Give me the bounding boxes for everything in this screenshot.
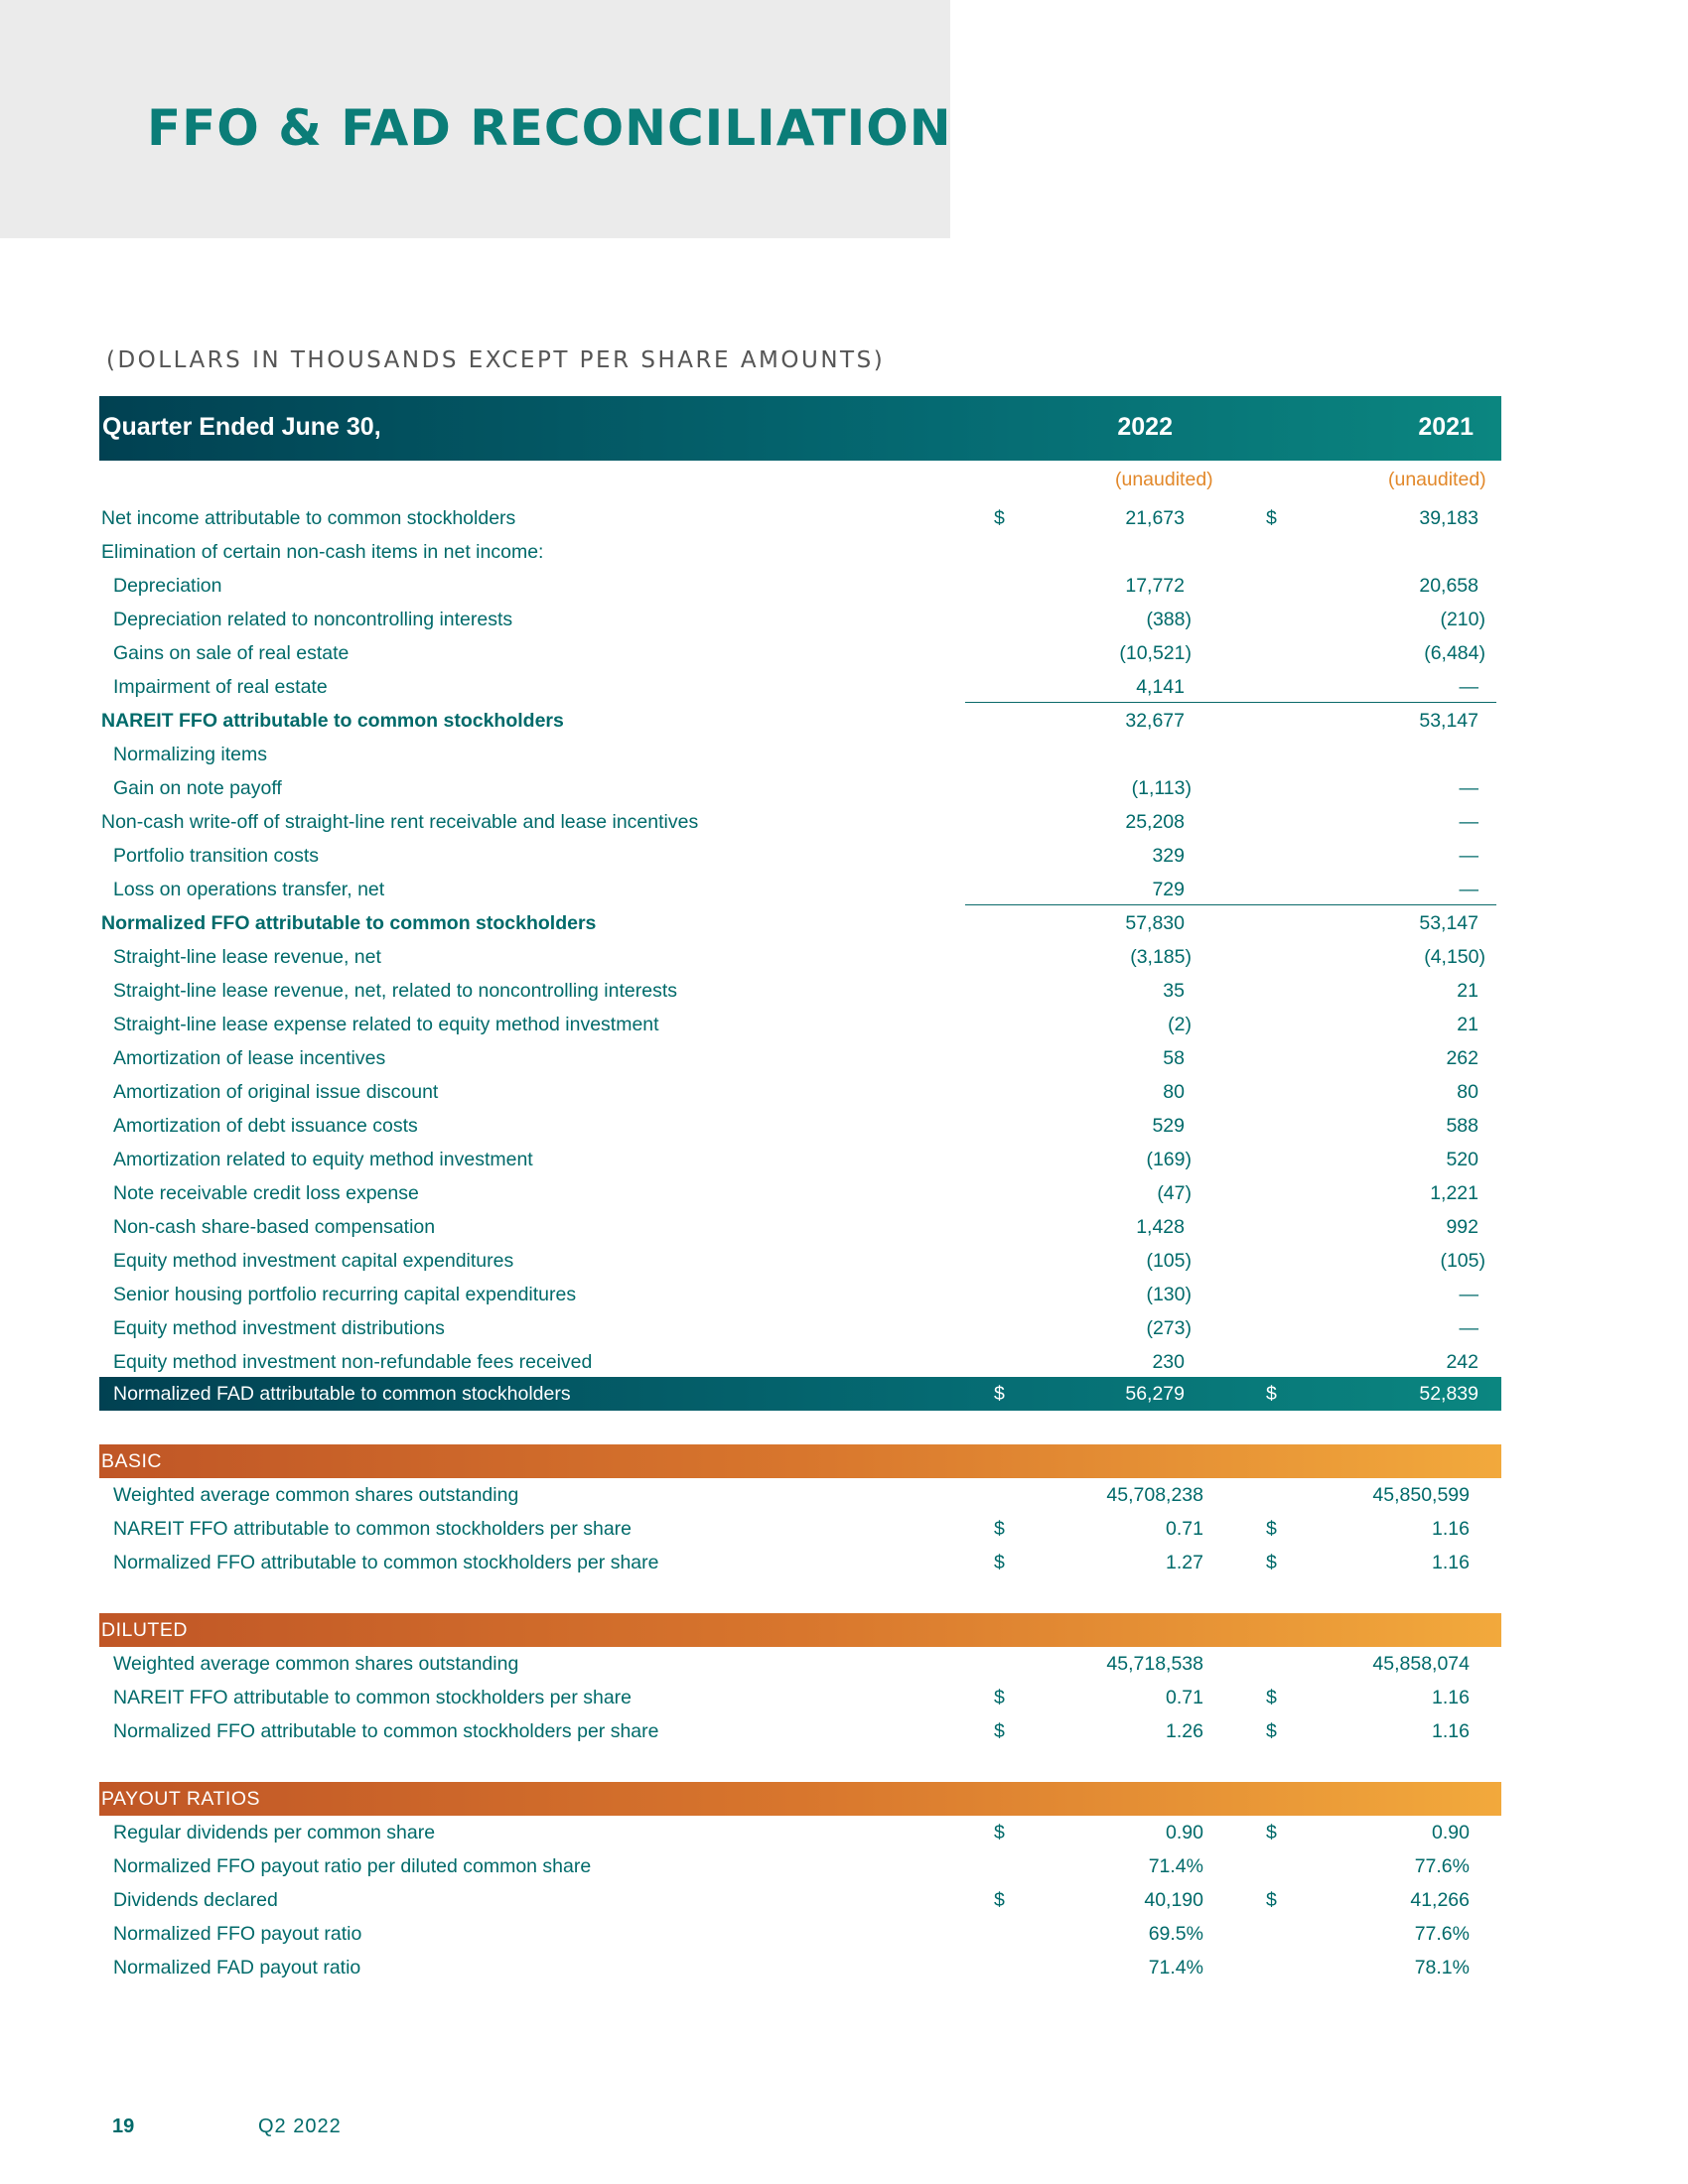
currency-symbol: $ xyxy=(1266,1518,1277,1540)
value-2022: 40,190 xyxy=(1144,1889,1203,1911)
currency-symbol: $ xyxy=(994,1720,1005,1742)
currency-symbol: $ xyxy=(1266,1383,1277,1405)
unaudited-label-2022: (unaudited) xyxy=(1115,469,1213,490)
value-2022: 529 xyxy=(1152,1115,1185,1137)
row-label: Amortization of debt issuance costs xyxy=(113,1115,418,1137)
row-label: Normalized FAD payout ratio xyxy=(113,1957,361,1979)
row-label: Non-cash write-off of straight-line rent receivable and lease incentives xyxy=(101,811,699,833)
value-2021: 80 xyxy=(1457,1081,1478,1103)
payout-ratios-section-header xyxy=(99,1782,1501,1816)
value-2021: (210) xyxy=(1440,609,1485,630)
table-row xyxy=(99,603,1501,636)
table-row xyxy=(99,1041,1501,1075)
value-2022: 1,428 xyxy=(1136,1216,1185,1238)
row-label: Equity method investment capital expenditures xyxy=(113,1250,514,1272)
table-row xyxy=(99,1816,1501,1849)
value-2022: 729 xyxy=(1152,879,1185,900)
value-2022: 0.71 xyxy=(1166,1518,1203,1540)
value-2022: (169) xyxy=(1146,1149,1192,1170)
row-label: Gain on note payoff xyxy=(113,777,282,799)
value-2022: 80 xyxy=(1163,1081,1185,1103)
table-row xyxy=(99,1647,1501,1681)
table-row xyxy=(99,940,1501,974)
page-number: 19 xyxy=(112,2116,135,2137)
table-row xyxy=(99,1278,1501,1311)
table-row xyxy=(99,1917,1501,1951)
table-row xyxy=(99,1143,1501,1176)
value-2022: (105) xyxy=(1146,1250,1192,1272)
row-label: Elimination of certain non-cash items in net income: xyxy=(101,541,544,563)
value-2022: (10,521) xyxy=(1119,642,1192,664)
value-2021: 262 xyxy=(1446,1047,1478,1069)
value-2022: 329 xyxy=(1152,845,1185,867)
row-label: Equity method investment non-refundable fees received xyxy=(113,1351,593,1373)
table-row xyxy=(99,1210,1501,1244)
row-label: Portfolio transition costs xyxy=(113,845,320,867)
table-row xyxy=(99,738,1501,771)
row-label: Straight-line lease revenue, net xyxy=(113,946,381,968)
currency-symbol: $ xyxy=(1266,1720,1277,1742)
table-row xyxy=(99,569,1501,603)
row-label: Normalized FFO payout ratio per diluted common share xyxy=(113,1855,592,1877)
value-2021: 39,183 xyxy=(1419,507,1478,529)
value-2022: (388) xyxy=(1146,609,1192,630)
value-2021: (105) xyxy=(1440,1250,1485,1272)
value-2021: — xyxy=(1459,1317,1478,1339)
value-2021: — xyxy=(1459,811,1478,833)
row-label: Note receivable credit loss expense xyxy=(113,1182,419,1204)
value-2022: (3,185) xyxy=(1130,946,1192,968)
table-row xyxy=(99,1478,1501,1512)
table-row xyxy=(99,1512,1501,1546)
value-2021: 53,147 xyxy=(1419,912,1478,934)
row-label: Normalizing items xyxy=(113,744,267,765)
currency-symbol: $ xyxy=(1266,1822,1277,1843)
value-2022: 57,830 xyxy=(1125,912,1185,934)
row-label: Amortization of original issue discount xyxy=(113,1081,439,1103)
basic-section-header xyxy=(99,1444,1501,1478)
row-label: Straight-line lease revenue, net, related to noncontrolling interests xyxy=(113,980,678,1002)
row-label: Gains on sale of real estate xyxy=(113,642,350,664)
row-label: Equity method investment distributions xyxy=(113,1317,445,1339)
unaudited-label-2021: (unaudited) xyxy=(1388,469,1486,490)
value-2022: (273) xyxy=(1146,1317,1192,1339)
value-2021: 0.90 xyxy=(1432,1822,1470,1843)
value-2021: 45,850,599 xyxy=(1372,1484,1470,1506)
subtotal-rule xyxy=(965,904,1496,905)
value-2022: 56,279 xyxy=(1125,1383,1185,1405)
currency-symbol: $ xyxy=(1266,1552,1277,1573)
value-2021: 20,658 xyxy=(1419,575,1478,597)
row-label: Depreciation xyxy=(113,575,222,597)
table-row xyxy=(99,1849,1501,1883)
table-row xyxy=(99,1714,1501,1748)
value-2021: 77.6% xyxy=(1414,1923,1470,1945)
row-label: NAREIT FFO attributable to common stockholders per share xyxy=(113,1687,633,1708)
row-label: Normalized FAD attributable to common stockholders xyxy=(113,1383,571,1405)
value-2021: 242 xyxy=(1446,1351,1478,1373)
row-label: Net income attributable to common stockholders xyxy=(101,507,516,529)
value-2022: (1,113) xyxy=(1131,777,1192,799)
row-label: Weighted average common shares outstanding xyxy=(113,1653,519,1675)
row-label: Depreciation related to noncontrolling interests xyxy=(113,609,513,630)
table-row xyxy=(99,1546,1501,1579)
section-label: DILUTED xyxy=(101,1619,188,1641)
value-2021: 45,858,074 xyxy=(1372,1653,1470,1675)
value-2022: 35 xyxy=(1163,980,1185,1002)
value-2021: — xyxy=(1459,777,1478,799)
value-2022: 69.5% xyxy=(1148,1923,1203,1945)
row-label: Senior housing portfolio recurring capital expenditures xyxy=(113,1284,577,1305)
row-label: Non-cash share-based compensation xyxy=(113,1216,436,1238)
table-row xyxy=(99,535,1501,569)
table-row xyxy=(99,906,1501,940)
value-2022: 1.27 xyxy=(1166,1552,1203,1573)
period-label: Quarter Ended June 30, xyxy=(102,413,381,441)
table-row xyxy=(99,704,1501,738)
value-2022: (47) xyxy=(1157,1182,1192,1204)
currency-symbol: $ xyxy=(994,1687,1005,1708)
value-2021: (4,150) xyxy=(1424,946,1485,968)
value-2022: 4,141 xyxy=(1136,676,1185,698)
table-row xyxy=(99,1311,1501,1345)
value-2022: 45,708,238 xyxy=(1106,1484,1203,1506)
row-label: Amortization of lease incentives xyxy=(113,1047,386,1069)
table-row xyxy=(99,501,1501,535)
value-2022: (130) xyxy=(1146,1284,1192,1305)
row-label: Amortization related to equity method investment xyxy=(113,1149,533,1170)
value-2021: 1.16 xyxy=(1432,1552,1470,1573)
value-2021: 21 xyxy=(1457,980,1478,1002)
year-2022-header: 2022 xyxy=(1117,413,1173,441)
subtotal-rule xyxy=(965,702,1496,703)
value-2021: 77.6% xyxy=(1414,1855,1470,1877)
table-row xyxy=(99,636,1501,670)
table-row xyxy=(99,1109,1501,1143)
value-2021: 992 xyxy=(1446,1216,1478,1238)
report-period: Q2 2022 xyxy=(258,2116,342,2137)
value-2022: 58 xyxy=(1163,1047,1185,1069)
table-row xyxy=(99,1681,1501,1714)
table-row xyxy=(99,1883,1501,1917)
value-2021: — xyxy=(1459,845,1478,867)
value-2021: — xyxy=(1459,1284,1478,1305)
table-row xyxy=(99,974,1501,1008)
row-label: Normalized FFO payout ratio xyxy=(113,1923,362,1945)
value-2022: 17,772 xyxy=(1125,575,1185,597)
value-2022: (2) xyxy=(1168,1014,1192,1035)
section-label: PAYOUT RATIOS xyxy=(101,1788,260,1810)
currency-symbol: $ xyxy=(1266,507,1277,529)
table-row xyxy=(99,771,1501,805)
table-row xyxy=(99,839,1501,873)
diluted-section-header xyxy=(99,1613,1501,1647)
currency-symbol: $ xyxy=(1266,1687,1277,1708)
value-2022: 71.4% xyxy=(1148,1957,1203,1979)
row-label: NAREIT FFO attributable to common stockholders per share xyxy=(113,1518,633,1540)
value-2021: 1.16 xyxy=(1432,1720,1470,1742)
value-2021: 588 xyxy=(1446,1115,1478,1137)
value-2022: 32,677 xyxy=(1125,710,1185,732)
value-2021: 520 xyxy=(1446,1149,1478,1170)
currency-symbol: $ xyxy=(994,1383,1005,1405)
value-2022: 0.90 xyxy=(1166,1822,1203,1843)
table-row xyxy=(99,1244,1501,1278)
table-row xyxy=(99,873,1501,906)
table-row xyxy=(99,1176,1501,1210)
value-2021: 21 xyxy=(1457,1014,1478,1035)
value-2022: 25,208 xyxy=(1125,811,1185,833)
year-2021-header: 2021 xyxy=(1418,413,1474,441)
value-2021: (6,484) xyxy=(1424,642,1485,664)
table-row xyxy=(99,1008,1501,1041)
table-row xyxy=(99,1951,1501,1984)
row-label: Normalized FFO attributable to common stockholders xyxy=(101,912,597,934)
value-2022: 45,718,538 xyxy=(1106,1653,1203,1675)
value-2021: — xyxy=(1459,879,1478,900)
normalized-fad-total-row xyxy=(99,1377,1501,1411)
row-label: NAREIT FFO attributable to common stockholders xyxy=(101,710,564,732)
table-header xyxy=(99,396,1501,461)
row-label: Normalized FFO attributable to common stockholders per share xyxy=(113,1720,659,1742)
value-2021: 53,147 xyxy=(1419,710,1478,732)
value-2021: 52,839 xyxy=(1419,1383,1478,1405)
value-2021: 1.16 xyxy=(1432,1687,1470,1708)
value-2022: 1.26 xyxy=(1166,1720,1203,1742)
value-2021: 1,221 xyxy=(1430,1182,1478,1204)
value-2022: 230 xyxy=(1152,1351,1185,1373)
table-row xyxy=(99,1345,1501,1379)
row-label: Weighted average common shares outstanding xyxy=(113,1484,519,1506)
currency-symbol: $ xyxy=(1266,1889,1277,1911)
value-2022: 21,673 xyxy=(1125,507,1185,529)
value-2021: — xyxy=(1459,676,1478,698)
value-2022: 0.71 xyxy=(1166,1687,1203,1708)
value-2021: 41,266 xyxy=(1410,1889,1470,1911)
section-label: BASIC xyxy=(101,1450,163,1472)
table-row xyxy=(99,805,1501,839)
row-label: Normalized FFO attributable to common stockholders per share xyxy=(113,1552,659,1573)
row-label: Regular dividends per common share xyxy=(113,1822,436,1843)
currency-symbol: $ xyxy=(994,1889,1005,1911)
row-label: Dividends declared xyxy=(113,1889,278,1911)
table-row xyxy=(99,670,1501,704)
currency-symbol: $ xyxy=(994,507,1005,529)
units-subtitle: (DOLLARS IN THOUSANDS EXCEPT PER SHARE AMOUNTS) xyxy=(106,347,886,373)
currency-symbol: $ xyxy=(994,1552,1005,1573)
page-title: FFO & FAD RECONCILIATION xyxy=(147,99,952,157)
value-2022: 71.4% xyxy=(1148,1855,1203,1877)
value-2021: 78.1% xyxy=(1414,1957,1470,1979)
row-label: Impairment of real estate xyxy=(113,676,328,698)
currency-symbol: $ xyxy=(994,1518,1005,1540)
row-label: Straight-line lease expense related to equity method investment xyxy=(113,1014,659,1035)
currency-symbol: $ xyxy=(994,1822,1005,1843)
table-row xyxy=(99,1075,1501,1109)
value-2021: 1.16 xyxy=(1432,1518,1470,1540)
row-label: Loss on operations transfer, net xyxy=(113,879,385,900)
